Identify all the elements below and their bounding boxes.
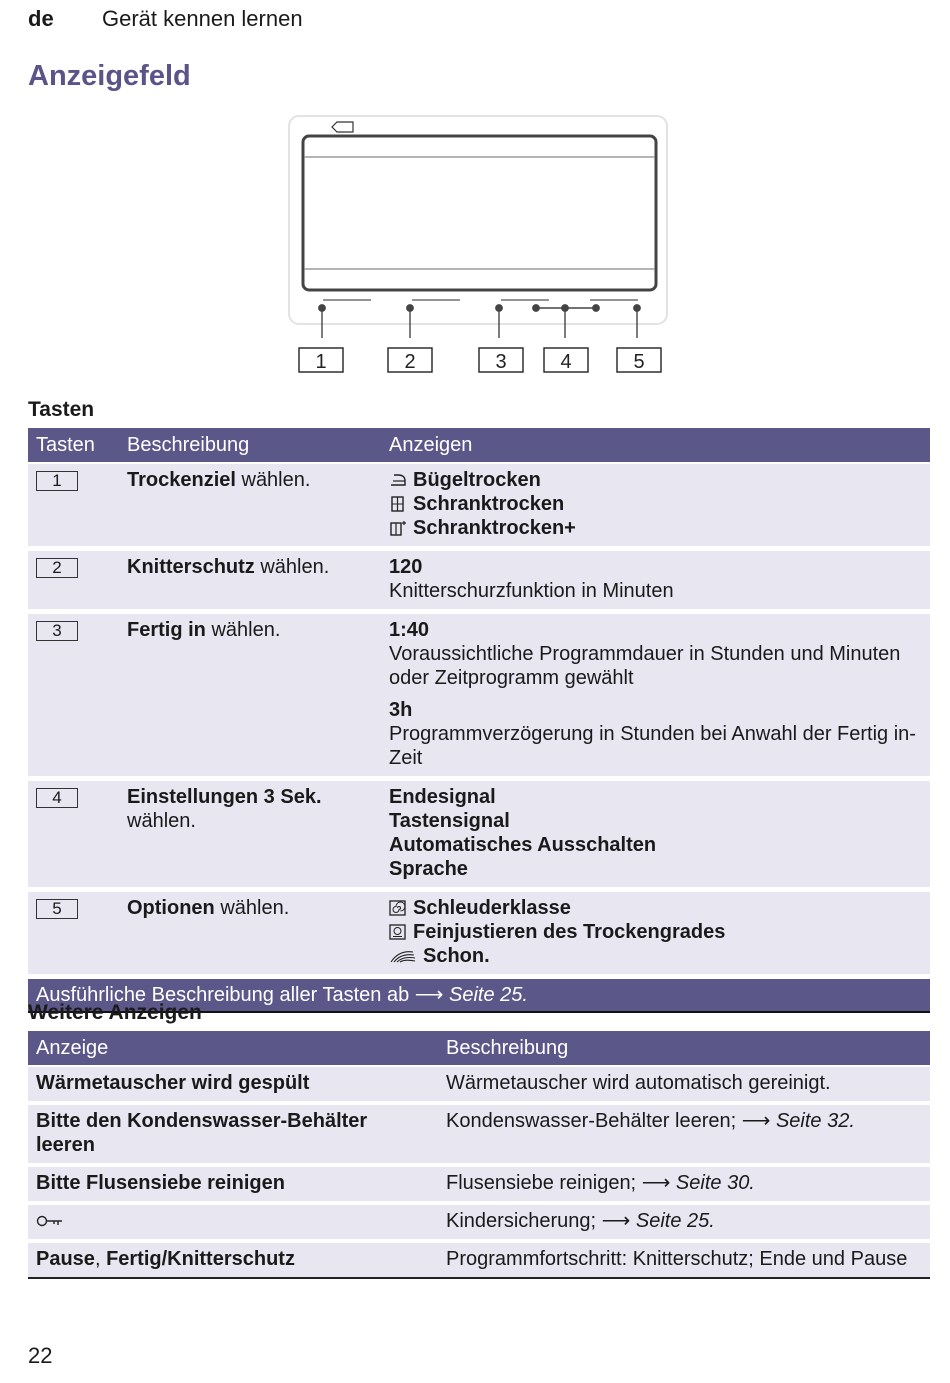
page-reference-link[interactable]: Seite 25. [448,984,528,1006]
table-header-row [28,428,930,464]
language-code: de [28,6,54,31]
display-panel-diagram [285,112,675,380]
key-action: wählen. [235,469,311,491]
tasten-table [28,428,930,1013]
display-screen [303,136,656,290]
message-description: Wärmetauscher wird automatisch gereinigt. [446,1072,831,1094]
table-row [28,1067,930,1105]
page-reference-link[interactable]: Seite 30. [675,1172,755,1194]
page-number: 22 [28,1343,53,1368]
display-message: Pause [36,1248,95,1270]
display-text: Schon. [423,945,490,967]
display-message: Bitte Flusensiebe reinigen [36,1172,285,1194]
table-row [28,614,930,781]
section-title: Gerät kennen lernen [102,6,303,31]
gentle-icon [389,948,417,964]
column-header: Beschreibung [119,428,381,464]
key-action: wählen. [205,619,281,641]
display-description: Voraussichtliche Programmdauer in Stunden und Minuten oder Zeitprogramm gewählt [389,643,901,689]
callout-label: 3 [495,351,507,373]
weitere-heading: Weitere Anzeigen [28,1001,202,1024]
key-function: Knitterschutz [127,556,255,578]
key-label: 4 [36,788,78,808]
key-icon [36,1214,64,1228]
display-description: Knitterschurzfunktion in Minuten [389,580,674,602]
list-item: Sprache [389,858,468,880]
table-row [28,1205,930,1243]
display-value: 1:40 [389,619,430,641]
key-2-dot [407,305,413,311]
list-item [389,492,922,516]
page-reference-link[interactable]: Seite 32. [775,1110,855,1132]
display-text: Feinjustieren des Trockengrades [413,921,726,943]
fine-tune-icon [389,924,407,940]
table-row [28,551,930,614]
key-action: wählen. [254,556,330,578]
weitere-anzeigen-table [28,1031,930,1279]
arrow-icon: ⟶ [741,1110,771,1132]
key-label: 1 [36,471,78,491]
separator: , [94,1248,107,1270]
callout-label: 4 [560,351,572,373]
page-title: Anzeigefeld [28,60,191,92]
wardrobe-plus-icon [389,520,407,536]
key-3-dot [496,305,502,311]
message-description: Flusensiebe reinigen; [446,1172,642,1194]
arrow-icon: ⟶ [641,1172,671,1194]
message-description: Programmfortschritt: Knitterschutz; Ende und Pause [446,1248,908,1270]
key-action: wählen. [127,810,196,832]
key-label: 3 [36,621,78,641]
callout-label: 5 [633,351,645,373]
arrow-icon: ⟶ [414,984,444,1006]
spin-icon [389,900,407,916]
tasten-heading: Tasten [28,398,95,421]
display-text: Schranktrocken [413,493,565,515]
display-description: Programmverzögerung in Stunden bei Anwahl der Fertig in-Zeit [389,723,916,769]
list-item: Tastensignal [389,810,510,832]
key-function: Fertig in [127,619,206,641]
list-item [389,896,922,920]
display-value: 3h [389,699,413,721]
column-header: Anzeigen [381,428,930,464]
page-reference-link[interactable]: Seite 25. [635,1210,715,1232]
table-row [28,464,930,551]
display-message: Fertig/Knitterschutz [106,1248,295,1270]
callout-label: 1 [315,351,327,373]
display-value: 120 [389,556,423,578]
table-header-row [28,1031,930,1067]
table-row [28,1243,930,1279]
arrow-icon: ⟶ [601,1210,631,1232]
key-5-dot [634,305,640,311]
list-item [389,516,922,540]
display-text: Schranktrocken+ [413,517,576,539]
column-header: Anzeige [28,1031,438,1067]
key-function: Trockenziel [127,469,236,491]
message-description: Kondenswasser-Behälter leeren; [446,1110,742,1132]
key-label: 2 [36,558,78,578]
wardrobe-icon [389,496,407,512]
column-header: Tasten [28,428,119,464]
display-text: Schleuderklasse [413,897,571,919]
key-function: Einstellungen 3 Sek. [127,786,322,808]
key-1-dot [319,305,325,311]
list-item [389,468,922,492]
display-message: Bitte den Kondenswasser-Behälter leeren [36,1110,368,1156]
list-item: Automatisches Ausschalten [389,834,657,856]
callout-label: 2 [404,351,416,373]
column-header: Beschreibung [438,1031,930,1067]
key-action: wählen. [214,897,290,919]
iron-icon [389,472,407,488]
message-description: Kindersicherung; [446,1210,602,1232]
list-item [389,944,922,968]
list-item [389,920,922,944]
display-text: Bügeltrocken [413,469,541,491]
display-message: Wärmetauscher wird gespült [36,1072,310,1094]
list-item: Endesignal [389,786,496,808]
table-row [28,892,930,979]
table-row [28,781,930,892]
key-label: 5 [36,899,78,919]
key-function: Optionen [127,897,215,919]
table-row [28,1167,930,1205]
table-row [28,1105,930,1167]
footer-text: Ausführliche Beschreibung aller Tasten ab [36,984,415,1006]
tag-icon [332,122,353,132]
